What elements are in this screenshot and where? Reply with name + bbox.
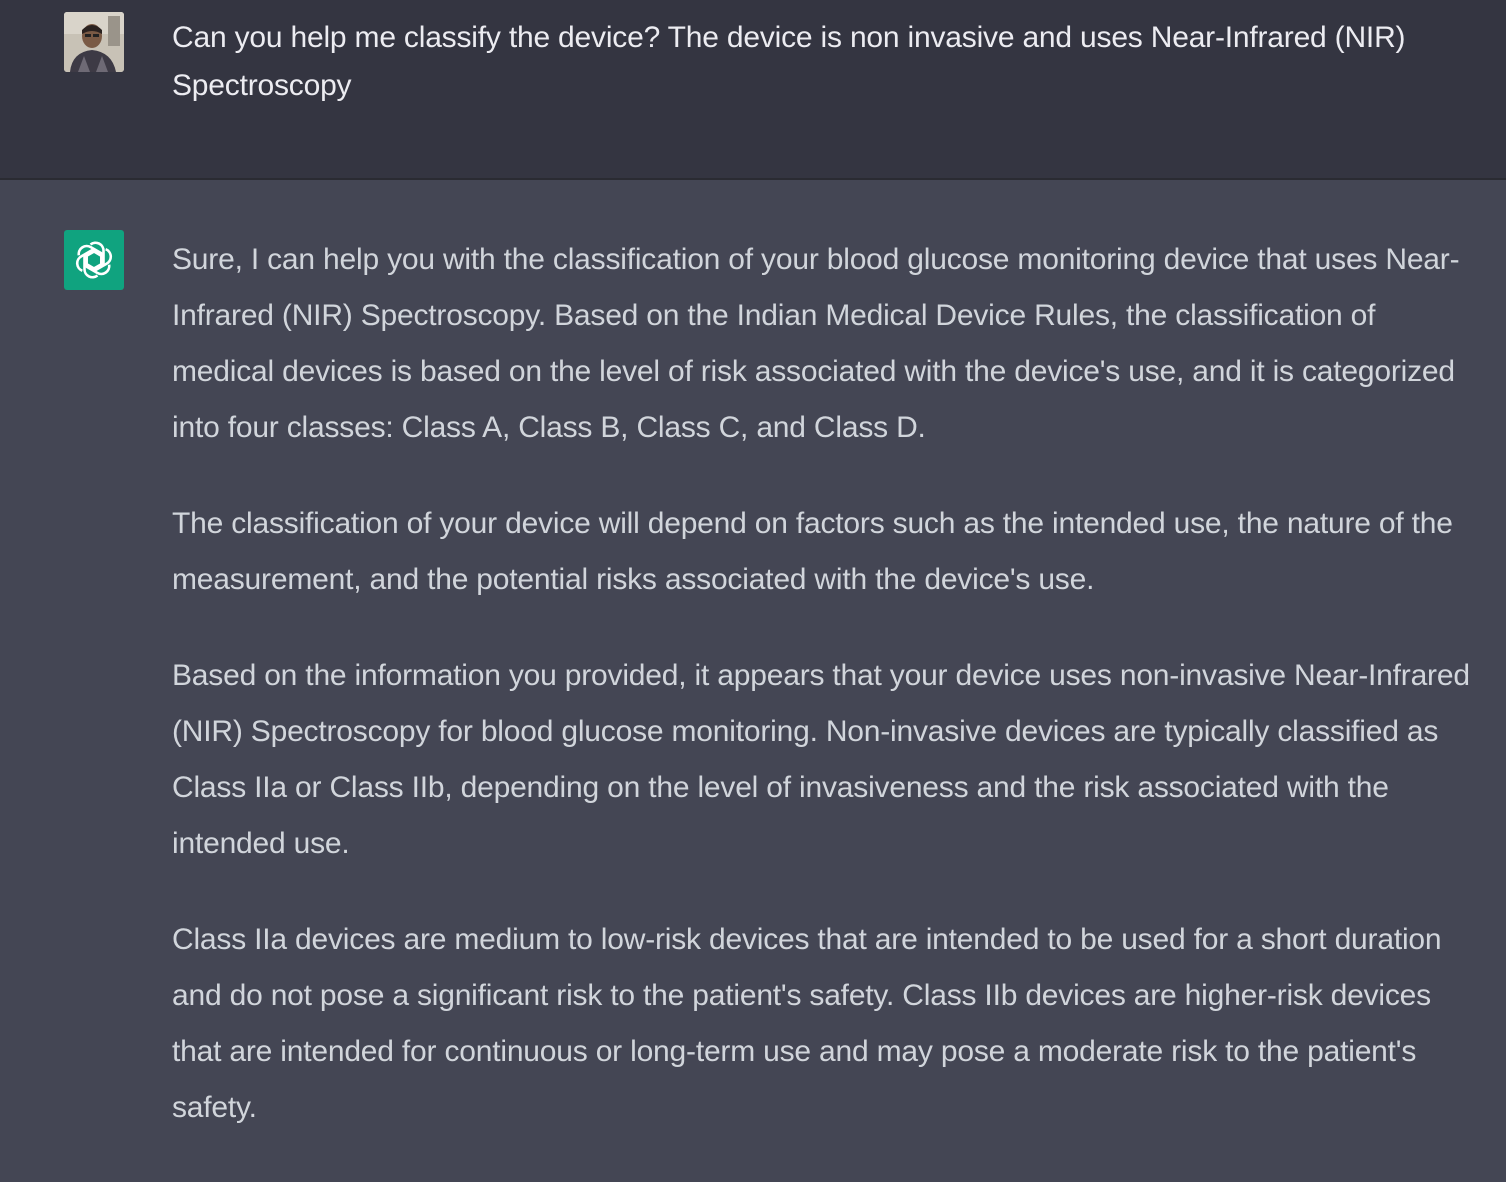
- assistant-message-body: [172, 232, 1482, 1176]
- user-avatar: [64, 12, 124, 72]
- user-avatar-photo-icon: [64, 12, 124, 72]
- user-message: [0, 0, 1506, 180]
- assistant-paragraph: Class IIa devices are medium to low-risk devices that are intended to be used for a short duration and do not pose a significant risk to the patient's safety. Class IIb devices are higher-risk devices that are intended for continuous or long-term use and may pose a moderate risk to the patient's safety.: [172, 923, 1442, 1124]
- assistant-message: [0, 180, 1506, 1182]
- openai-logo-icon: [74, 240, 114, 280]
- assistant-paragraph: The classification of your device will depend on factors such as the intended use, the nature of the measurement, and the potential risks associated with the device's use.: [172, 507, 1453, 596]
- assistant-paragraph: Sure, I can help you with the classification of your blood glucose monitoring device that uses Near-Infrared (NIR) Spectroscopy. Based on the Indian Medical Device Rules, the classification of medical devices is based on the level of risk associated with the device's use, and it is categorized into four classes: Class A, Class B, Class C, and Class D.: [172, 243, 1460, 444]
- user-message-text: Can you help me classify the device? The device is non invasive and uses Near-Infrared (NIR) Spectroscopy: [172, 21, 1406, 102]
- assistant-paragraph: Based on the information you provided, it appears that your device uses non-invasive Near-Infrared (NIR) Spectroscopy for blood glucose monitoring. Non-invasive devices are typically classified as Class IIa or Class IIb, depending on the level of invasiveness and the risk associated with the intended use.: [172, 659, 1470, 860]
- assistant-avatar: [64, 230, 124, 290]
